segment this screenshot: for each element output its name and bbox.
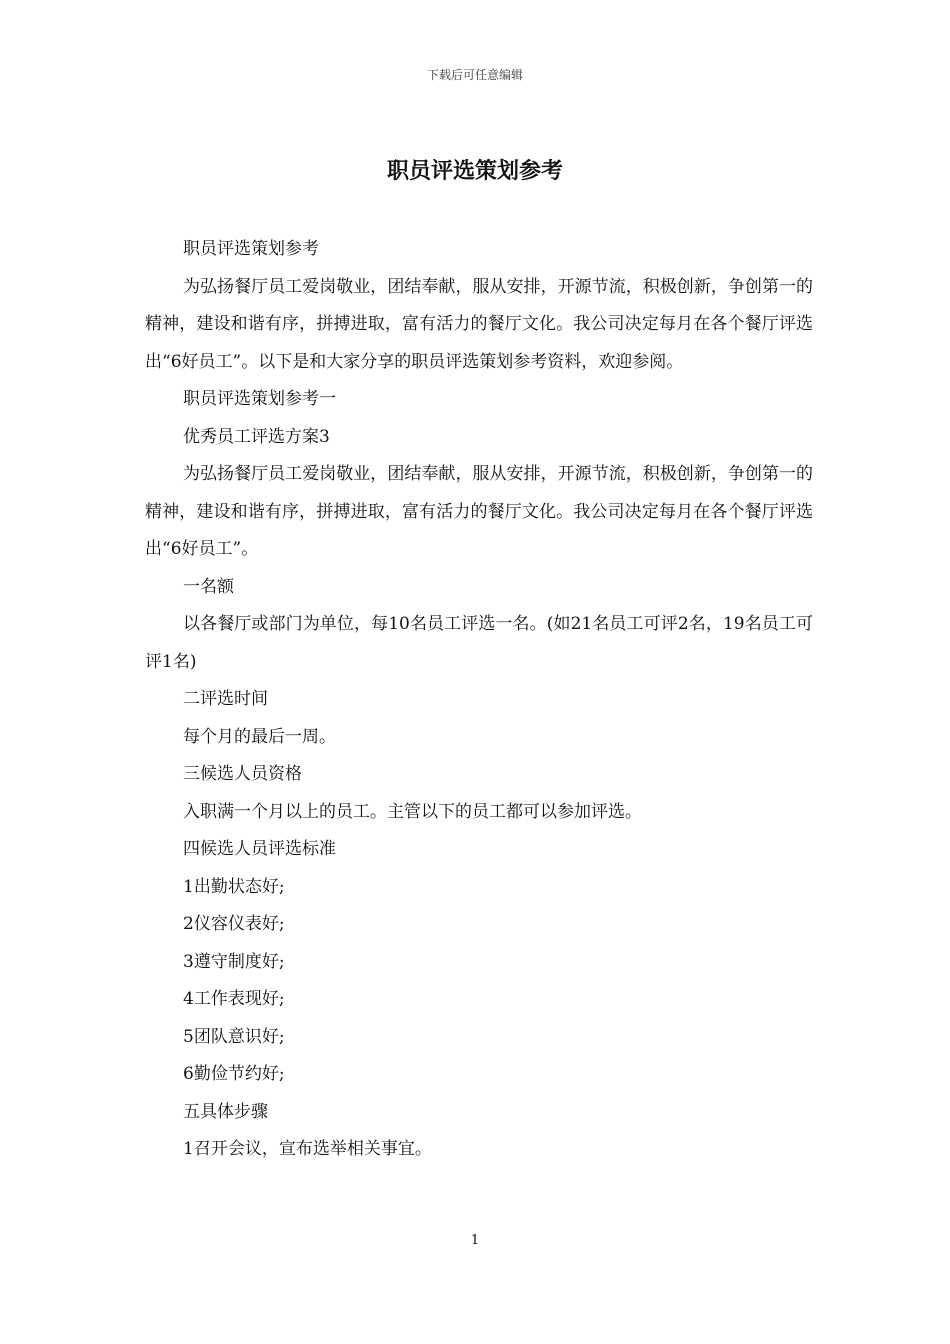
section-heading: 五具体步骤 (183, 1101, 268, 1122)
paragraph: 为弘扬餐厅员工爱岗敬业，团结奉献，服从安排，开源节流，积极创新，争创第一的精神，建设和谐有序，拼搏进取，富有活力的餐厅文化。我公司决定每月在各个餐厅评选出“6好员工”。以下是和大家分享的职员评选策划参考资料，欢迎参阅。 (145, 276, 813, 372)
list-item: 4工作表现好; (183, 989, 285, 1009)
document-title: 职员评选策划参考 (386, 158, 563, 184)
paragraph: 职员评选策划参考一 (183, 389, 336, 409)
list-item: 5团队意识好; (183, 1026, 285, 1047)
list-item: 3遵守制度好; (183, 951, 285, 972)
header-note: 下载后可任意编辑 (426, 68, 523, 82)
list-item: 6勤俭节约好; (183, 1064, 285, 1084)
list-item: 1召开会议，宣布选举相关事宜。 (183, 1139, 432, 1159)
paragraph: 入职满一个月以上的员工。主管以下的员工都可以参加评选。 (183, 801, 642, 822)
list-item: 1出勤状态好; (183, 876, 285, 897)
paragraph: 为弘扬餐厅员工爱岗敬业，团结奉献，服从安排，开源节流，积极创新，争创第一的精神，建设和谐有序，拼搏进取，富有活力的餐厅文化。我公司决定每月在各个餐厅评选出“6好员工”。 (145, 464, 813, 559)
paragraph: 职员评选策划参考 (183, 239, 319, 259)
document-body (145, 231, 813, 1169)
page-number: 1 (470, 1233, 480, 1248)
section-heading: 三候选人员资格 (183, 764, 302, 784)
paragraph: 以各餐厅或部门为单位，每10名员工评选一名。(如21名员工可评2名，19名员工可评1名) (145, 614, 813, 672)
paragraph: 每个月的最后一周。 (183, 726, 336, 747)
list-item: 2仪容仪表好; (183, 914, 285, 934)
section-heading: 四候选人员评选标准 (183, 839, 336, 859)
section-heading: 二评选时间 (183, 689, 268, 709)
paragraph: 优秀员工评选方案3 (183, 426, 330, 447)
section-heading: 一名额 (183, 576, 234, 597)
